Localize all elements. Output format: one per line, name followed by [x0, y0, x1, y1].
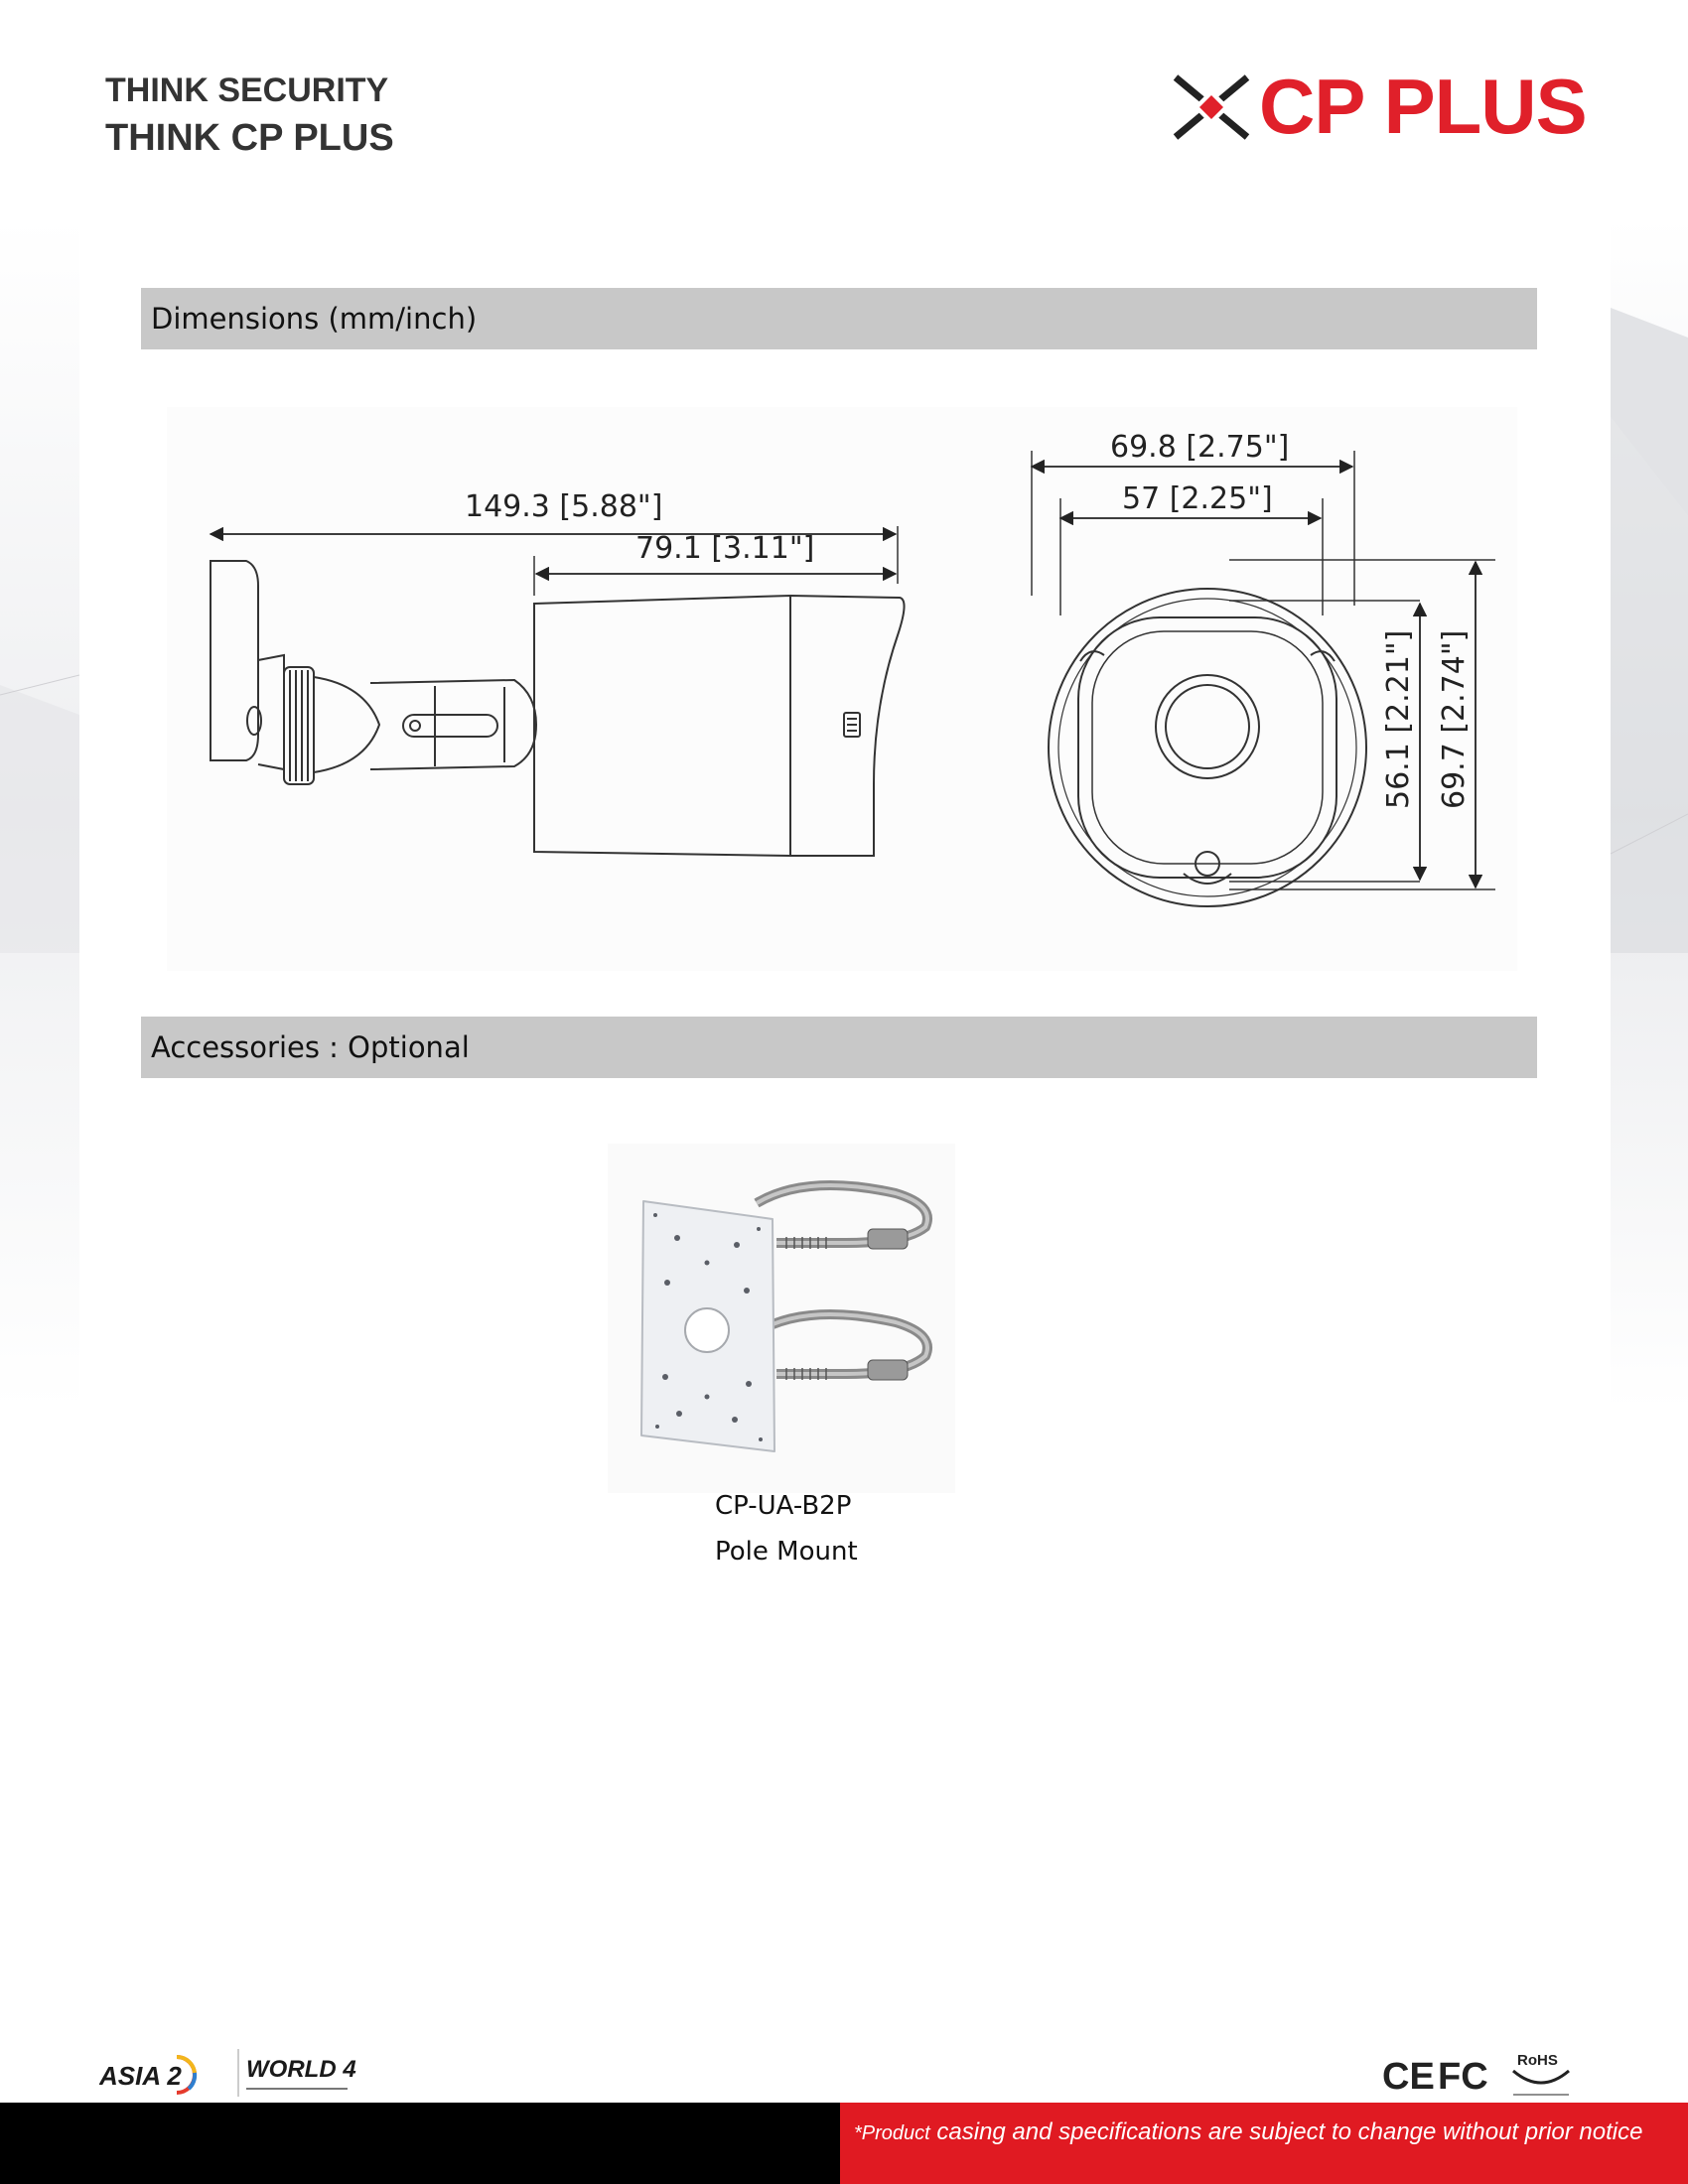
tagline-line-2: THINK CP PLUS	[105, 117, 394, 159]
footer-disclaimer-text: casing and specifications are subject to change without prior notice	[929, 2118, 1643, 2145]
footer-black-band	[0, 2103, 840, 2184]
footer-disclaimer-prefix: *Product	[854, 2122, 930, 2144]
pole-mount-image	[608, 1144, 955, 1493]
asia-award-icon	[99, 2057, 195, 2093]
footer-disclaimer	[854, 2118, 1642, 2146]
dim-front-height-outer-label: 69.7 [2.74"]	[1437, 629, 1472, 809]
pole-mount-drawing	[608, 1144, 955, 1493]
dimension-drawing	[167, 407, 1517, 971]
dim-total-length-label: 149.3 [5.88"]	[465, 489, 663, 524]
certification-marks	[1382, 2049, 1581, 2099]
cp-plus-logo	[1172, 60, 1589, 149]
dim-front-width-outer-label: 69.8 [2.75"]	[1110, 430, 1290, 465]
dimensions-section-title: Dimensions (mm/inch)	[141, 288, 1537, 349]
svg-text:WORLD 4: WORLD 4	[246, 2056, 356, 2083]
accessories-section-title: Accessories : Optional	[141, 1017, 1537, 1078]
dim-front-height-inner-label: 56.1 [2.21"]	[1381, 629, 1416, 809]
dim-front-width-inner-label: 57 [2.25"]	[1122, 481, 1273, 516]
cp-plus-logo-text: CP PLUS	[1259, 63, 1587, 150]
world-award-icon	[246, 2056, 356, 2089]
award-badges	[99, 2043, 387, 2103]
fc-mark-icon: FC	[1438, 2056, 1488, 2098]
dim-body-length-label: 79.1 [3.11"]	[635, 531, 815, 566]
tagline-line-1: THINK SECURITY	[105, 71, 389, 109]
accessory-name: Pole Mount	[715, 1537, 858, 1567]
accessory-model: CP-UA-B2P	[715, 1491, 852, 1521]
svg-text:RoHS: RoHS	[1517, 2052, 1558, 2069]
ce-mark-icon: CE	[1382, 2056, 1435, 2098]
svg-text:ASIA 2: ASIA 2	[99, 2061, 182, 2091]
rohs-mark-icon	[1513, 2052, 1569, 2095]
cp-plus-logo-mark-icon	[1172, 68, 1251, 147]
